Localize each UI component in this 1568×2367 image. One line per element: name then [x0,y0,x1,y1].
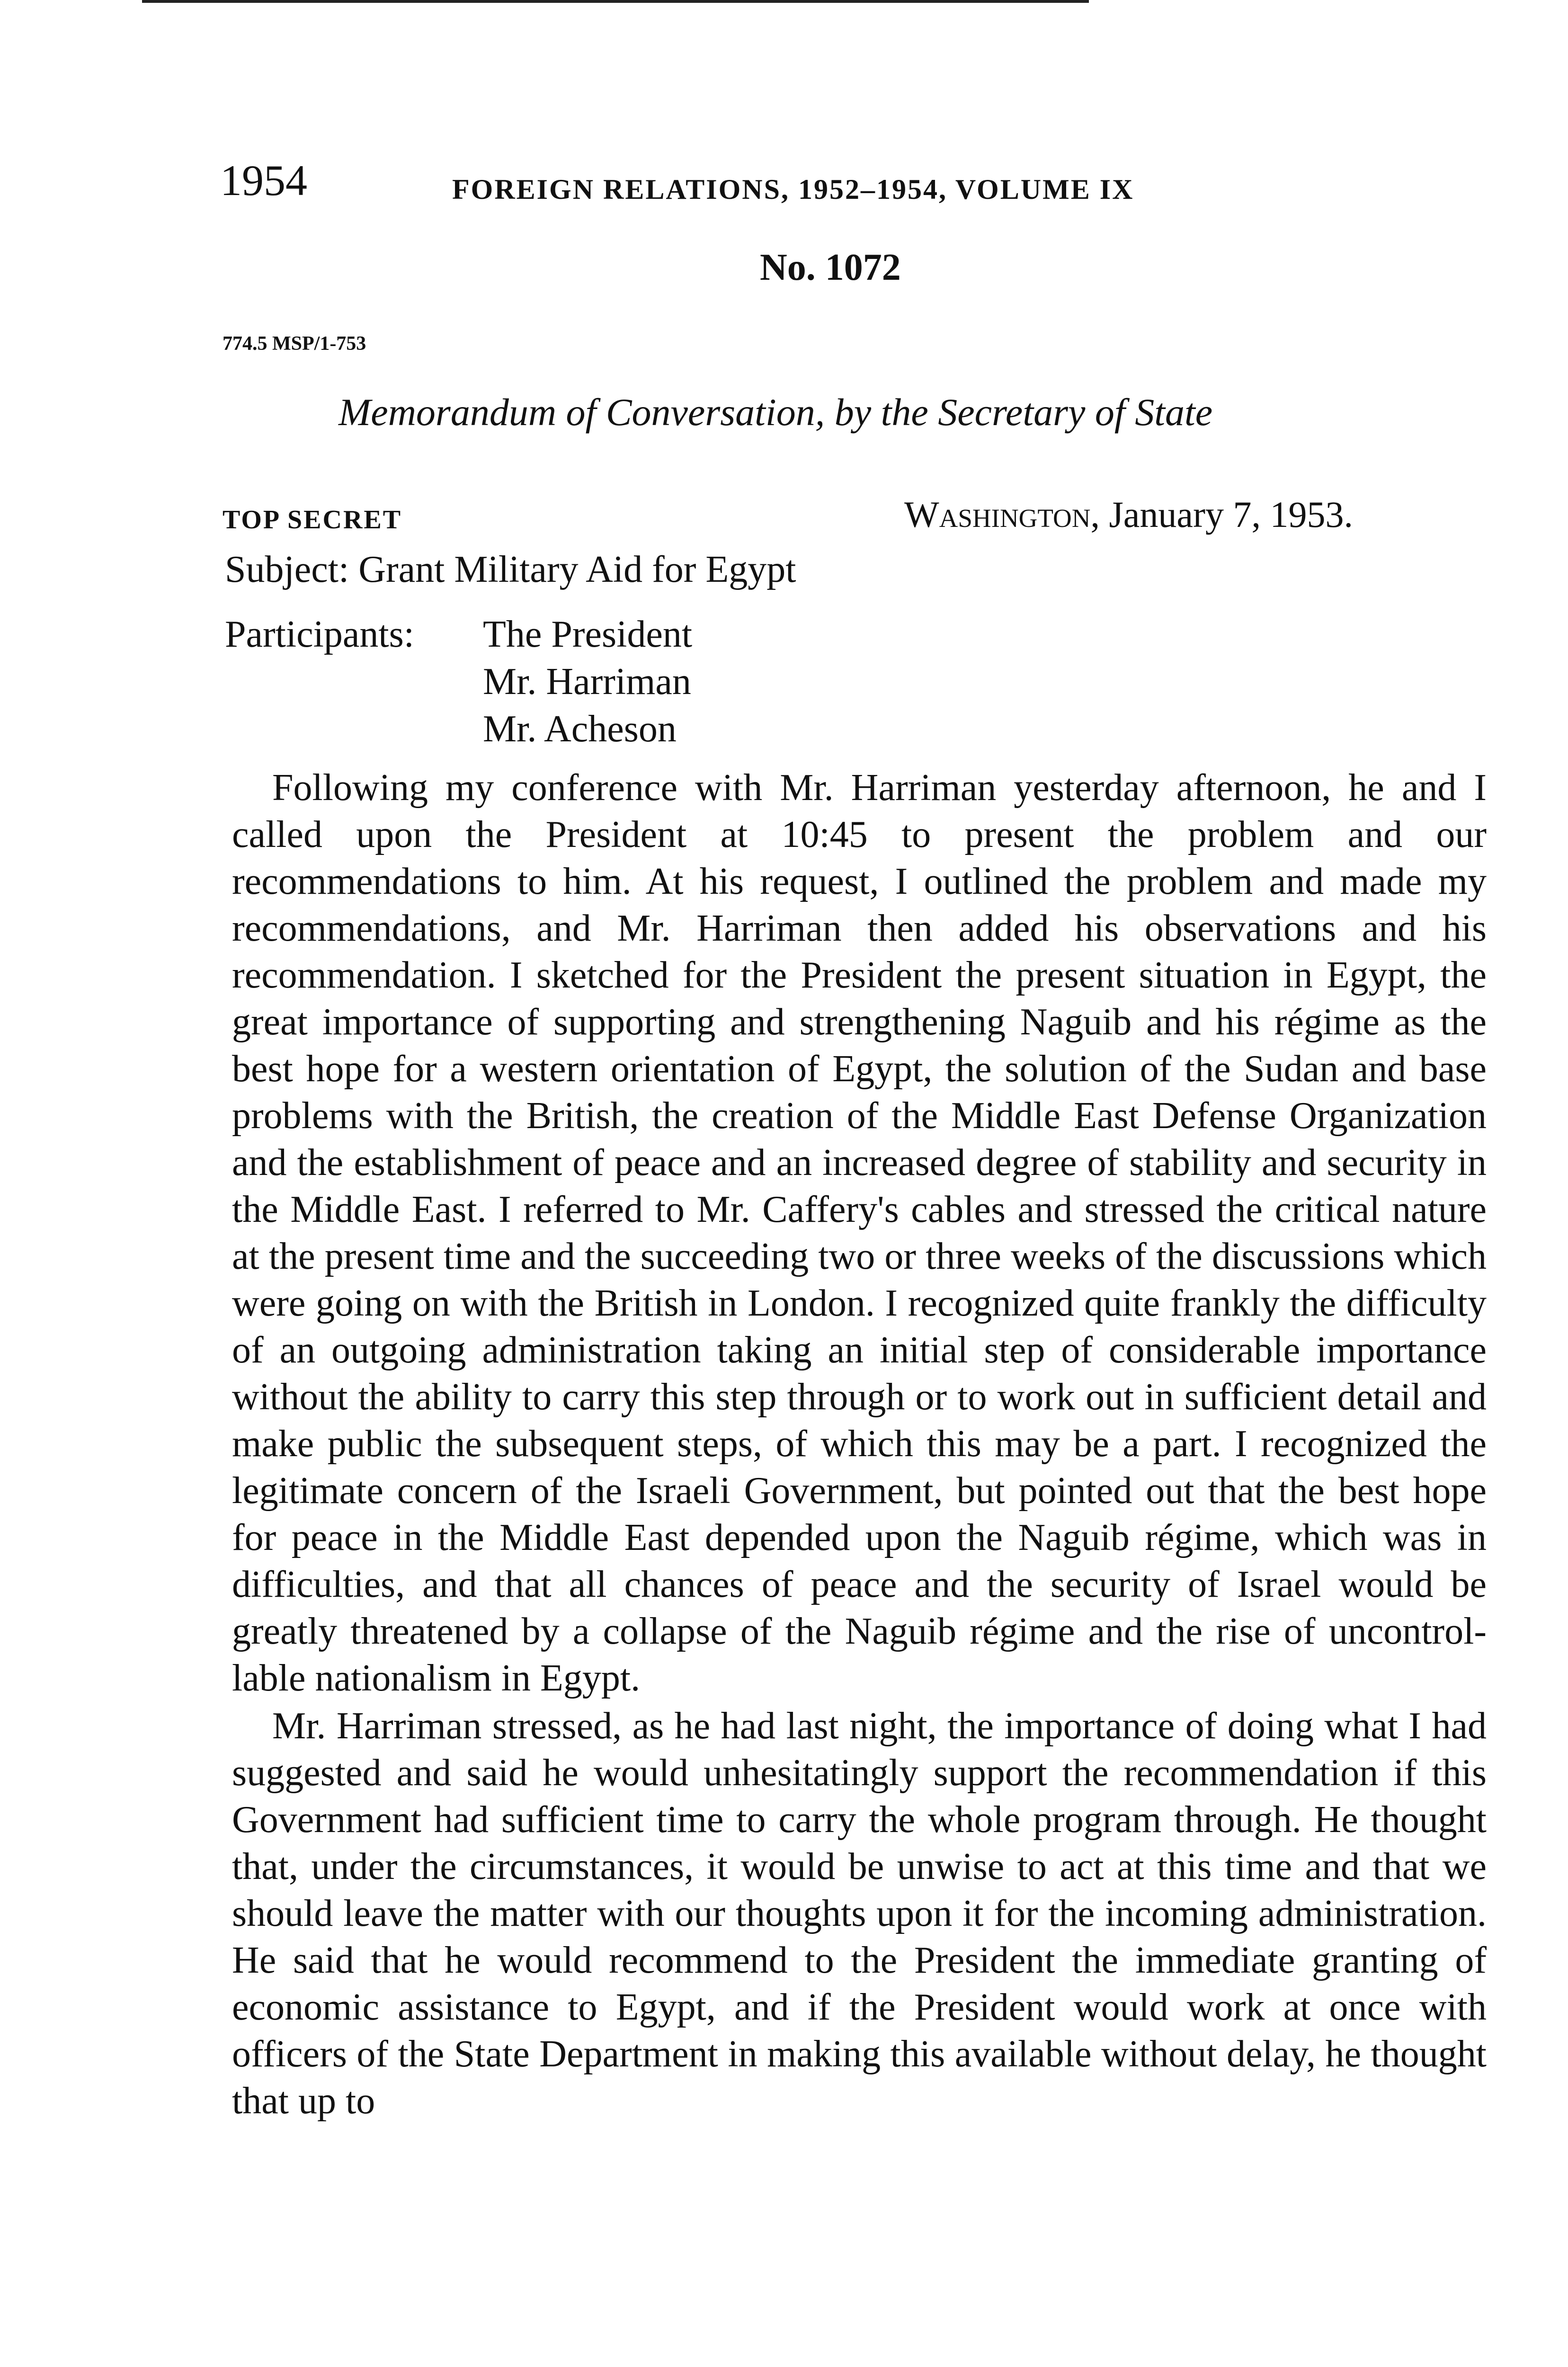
participant-name: Mr. Harriman [483,661,691,703]
body-paragraph: Following my conference with Mr. Harriman yesterday afternoon, he and I called upon the President at 10:45 to present the problem and our recommendations to him. At his request, I outlined the problem and made my recommendations, and Mr. Harriman then added his observations and his recommendation. I sketched for the President the present situation in Egypt, the great importance of supporting and strengthening Naguib and his régime as the best hope for a western orientation of Egypt, the solution of the Sudan and base problems with the British, the creation of the Middle East Defense Organization and the establishment of peace and an increased degree of stability and security in the Middle East. I referred to Mr. Caffery's cables and stressed the critical nature at the present time and the succeeding two or three weeks of the discussions which were going on with the British in London. I recognized quite frankly the difficulty of an outgoing administration taking an initial step of considerable importance without the ability to carry this step through or to work out in sufficient detail and make public the subsequent steps, of which this may be a part. I recognized the legitimate concern of the Israeli Government, but pointed out that the best hope for peace in the Middle East depended upon the Naguib régime, which was in difficulties, and that all chances of peace and the security of Israel would be greatly threatened by a collapse of the Naguib régime and the rise of uncontrollable nationalism in Egypt. [232,767,1487,1699]
participants-block [225,611,692,753]
document-title: Memorandum of Conversation, by the Secretary of State [339,391,1213,434]
body-paragraph: Mr. Harriman stressed, as he had last night, the importance of doing what I had suggested and said he would unhesitatingly support the recommendation if this Government had sufficient time to carry the whole program through. He thought that, under the circumstances, it would be unwise to act at this time and that we should leave the matter with our thoughts upon it for the incoming administration. He said that he would recommend to the President the immediate granting of economic assistance to Egypt, and if the President would work at once with officers of the State Department in making this available without delay, he thought that up to [232,1705,1487,2122]
page-number: 1954 [220,156,307,205]
subject-line: Subject: Grant Military Aid for Egypt [225,549,796,590]
top-border-line [142,0,1089,3]
participant-name: The President [483,614,693,655]
body-text [232,765,1487,2125]
participant-row [225,705,692,753]
participant-row [225,611,692,658]
participant-row [225,658,692,705]
document-number: No. 1072 [760,247,901,288]
file-number: 774.5 MSP/1-753 [223,333,366,355]
dateline-place: Washington [904,494,1091,535]
dateline [904,496,1353,533]
participant-name: Mr. Acheson [483,708,677,750]
running-head: FOREIGN RELATIONS, 1952–1954, VOLUME IX [452,174,1134,205]
participants-label: Participants: [225,614,414,655]
classification-label: TOP SECRET [223,505,402,534]
dateline-date: , January 7, 1953. [1090,494,1354,535]
